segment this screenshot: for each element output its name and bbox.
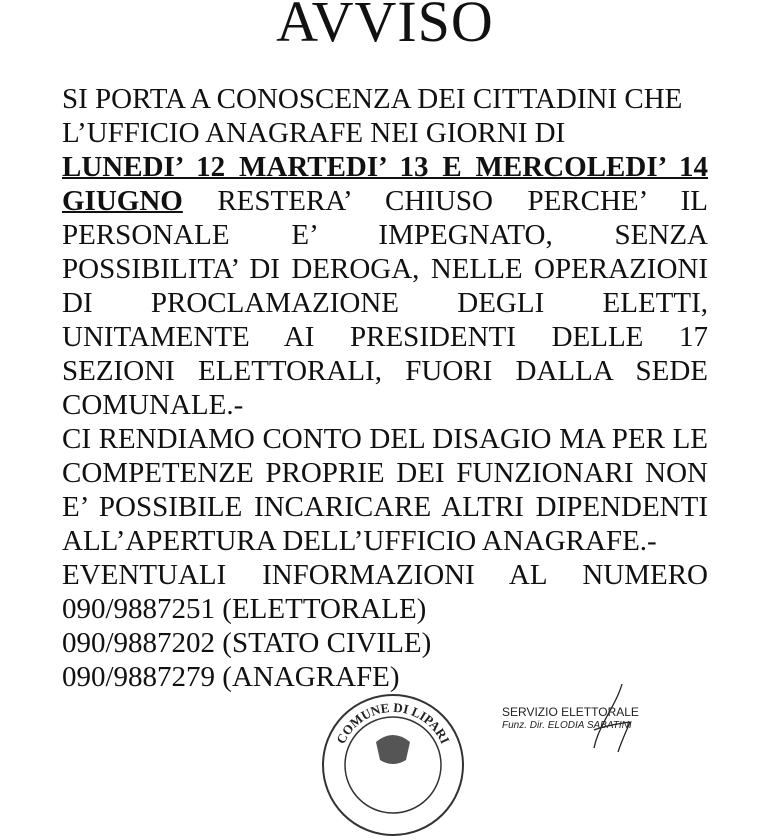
notice-line-10: COMUNALE.- <box>62 389 244 421</box>
notice-line-8: UNITAMENTE AI PRESIDENTI DELLE 17 <box>62 321 708 353</box>
notice-line-2: L’UFFICIO ANAGRAFE NEI GIORNI DI <box>62 117 566 149</box>
notice-line-6: POSSIBILITA’ DI DEROGA, NELLE OPERAZIONI <box>62 253 708 285</box>
signature <box>560 680 660 755</box>
notice-line-15: EVENTUALI INFORMAZIONI AL NUMERO <box>62 559 708 591</box>
notice-line-12: COMPETENZE PROPRIE DEI FUNZIONARI NON <box>62 457 708 489</box>
notice-line-1: SI PORTA A CONOSCENZA DEI CITTADINI CHE <box>62 83 683 115</box>
seal-text: COMUNE DI LIPARI <box>333 699 453 747</box>
notice-month: GIUGNO <box>62 185 183 217</box>
notice-line-14: ALL’APERTURA DELL’UFFICIO ANAGRAFE.- <box>62 525 657 557</box>
notice-line-13: E’ POSSIBILE INCARICARE ALTRI DIPENDENTI <box>62 491 708 523</box>
seal-emblem-icon <box>376 735 410 764</box>
notice-line-9: SEZIONI ELETTORALI, FUORI DALLA SEDE <box>62 355 708 387</box>
service-name: SERVIZIO ELETTORALE <box>502 705 639 719</box>
notice-dates-line <box>62 150 708 184</box>
notice-dates: LUNEDI’ 12 MARTEDI’ 13 E MERCOLEDI’ 14 <box>62 151 708 183</box>
phone-electoral: 090/9887251 (ELETTORALE) <box>62 593 427 625</box>
phone-registry: 090/9887279 (ANAGRAFE) <box>62 661 400 693</box>
notice-line-4-text: RESTERA’ CHIUSO PERCHE’ IL <box>217 185 708 217</box>
official-name: Funz. Dir. ELODIA SABATINI <box>502 720 632 731</box>
notice-title: AVVISO <box>276 0 494 54</box>
phone-civil-status: 090/9887202 (STATO CIVILE) <box>62 627 432 659</box>
municipal-seal <box>318 690 468 840</box>
notice-line-11: CI RENDIAMO CONTO DEL DISAGIO MA PER LE <box>62 423 708 455</box>
notice-line-4 <box>62 184 708 218</box>
notice-line-7: DI PROCLAMAZIONE DEGLI ELETTI, <box>62 287 708 319</box>
notice-line-5: PERSONALE E’ IMPEGNATO, SENZA <box>62 219 708 251</box>
